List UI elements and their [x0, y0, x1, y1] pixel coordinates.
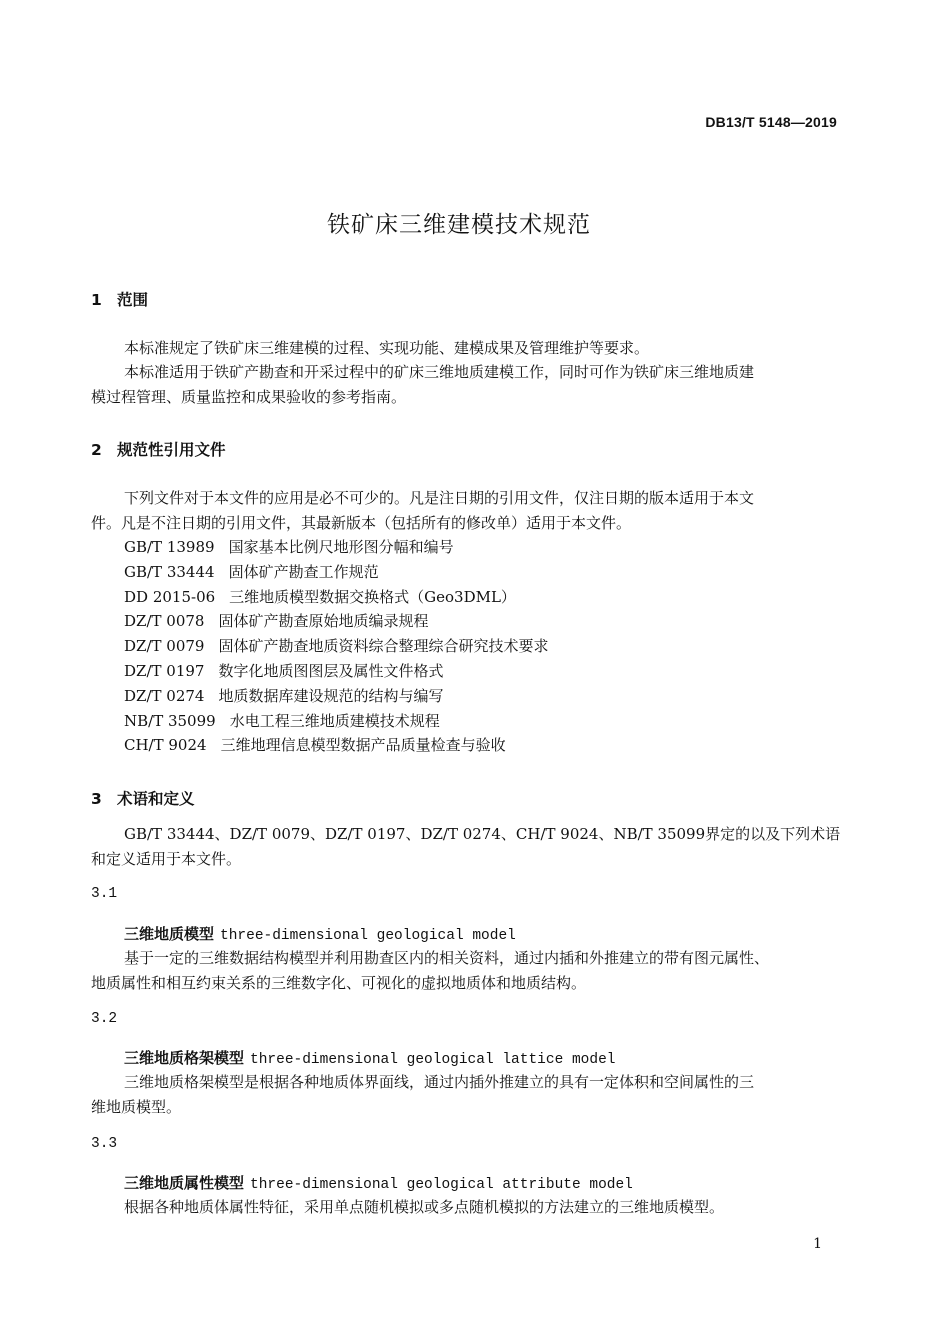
reference-title: 数字化地质图图层及属性文件格式	[218, 661, 444, 680]
text-line: 基于一定的三维数据结构模型并利用勘查区内的相关资料，通过内插和外推建立的带有图元属性、	[124, 949, 770, 967]
section-number: 2	[91, 441, 102, 459]
reference-title: 地质数据库建设规范的结构与编写	[218, 686, 444, 705]
references-intro-paragraph	[91, 486, 829, 536]
section-title: 范围	[117, 291, 149, 309]
reference-item	[124, 684, 548, 709]
reference-title: 国家基本比例尺地形图分幅和编号	[228, 538, 454, 556]
section-heading-terms-and-definitions	[91, 787, 195, 809]
reference-item	[124, 535, 548, 560]
term-english: three-dimensional geological model	[220, 928, 516, 944]
reference-title: 固体矿产勘查工作规范	[228, 562, 379, 581]
text-line: 本标准规定了铁矿床三维建模的过程、实现功能、建模成果及管理维护等要求。	[124, 339, 650, 357]
term-chinese: 三维地质格架模型	[124, 1049, 245, 1067]
reference-title: 水电工程三维地质建模技术规程	[229, 711, 440, 730]
reference-item	[124, 733, 548, 758]
reference-title: 三维地理信息模型数据产品质量检查与验收	[220, 736, 506, 755]
section-heading-normative-references	[91, 438, 226, 460]
text-line: 和定义适用于本文件。	[91, 850, 242, 868]
term-english: three-dimensional geological lattice model	[250, 1052, 616, 1068]
page-number: 1	[813, 1236, 822, 1252]
term-chinese: 三维地质模型	[124, 925, 215, 943]
reference-code: NB/T 35099	[124, 711, 216, 730]
terms-intro-paragraph	[91, 822, 841, 872]
clause-number: 3.2	[91, 1011, 118, 1027]
clause-number: 3.1	[91, 886, 118, 902]
reference-code: DZ/T 0274	[124, 686, 205, 705]
term-heading	[124, 923, 516, 944]
reference-code: DZ/T 0078	[124, 612, 205, 631]
term-english: three-dimensional geological attribute model	[250, 1177, 633, 1193]
reference-code: DD 2015-06	[124, 587, 216, 606]
term-definition	[91, 1195, 829, 1220]
section-heading-scope	[91, 288, 148, 310]
text-line: 模过程管理、质量监控和成果验收的参考指南。	[91, 388, 407, 406]
text-line: 件。凡是不注日期的引用文件，其最新版本（包括所有的修改单）适用于本文件。	[91, 514, 632, 532]
document-title: 铁矿床三维建模技术规范	[327, 212, 591, 238]
section-number: 1	[91, 291, 102, 309]
section-title: 规范性引用文件	[117, 441, 226, 459]
reference-item	[124, 634, 548, 659]
reference-code: GB/T 13989	[124, 538, 215, 556]
reference-title: 固体矿产勘查地质资料综合整理综合研究技术要求	[218, 637, 549, 656]
text-line: 地质属性和相互约束关系的三维数字化、可视化的虚拟地质体和地质结构。	[91, 974, 587, 992]
term-heading	[124, 1047, 615, 1068]
text-line: 本标准适用于铁矿产勘查和开采过程中的矿床三维地质建模工作，同时可作为铁矿床三维地质建	[124, 363, 755, 381]
reference-code: DZ/T 0197	[124, 661, 205, 680]
scope-paragraph-1	[91, 336, 829, 361]
reference-item	[124, 585, 548, 610]
term-heading	[124, 1172, 633, 1193]
clause-number: 3.3	[91, 1136, 118, 1152]
text-line: 三维地质格架模型是根据各种地质体界面线，通过内插外推建立的具有一定体积和空间属性的三	[124, 1073, 755, 1091]
reference-code: GB/T 33444	[124, 562, 215, 581]
reference-title: 固体矿产勘查原始地质编录规程	[218, 612, 429, 631]
document-code: DB13/T 5148—2019	[705, 114, 837, 130]
reference-item	[124, 659, 548, 684]
reference-code: DZ/T 0079	[124, 637, 205, 656]
text-line: 维地质模型。	[91, 1098, 182, 1116]
term-chinese: 三维地质属性模型	[124, 1174, 245, 1192]
reference-item	[124, 609, 548, 634]
reference-item	[124, 709, 548, 734]
text-line: 下列文件对于本文件的应用是必不可少的。凡是注日期的引用文件，仅注日期的版本适用于本文	[124, 489, 755, 507]
term-definition	[91, 946, 829, 996]
reference-list	[124, 535, 548, 758]
term-definition	[91, 1070, 829, 1120]
text-line: GB/T 33444、DZ/T 0079、DZ/T 0197、DZ/T 0274、CH/T 9024、NB/T 35099界定的以及下列术语	[124, 825, 841, 843]
section-number: 3	[91, 790, 102, 808]
text-line: 根据各种地质体属性特征，采用单点随机模拟或多点随机模拟的方法建立的三维地质模型。	[124, 1198, 725, 1216]
reference-code: CH/T 9024	[124, 736, 207, 755]
reference-title: 三维地质模型数据交换格式（Geo3DML）	[229, 587, 516, 606]
section-title: 术语和定义	[117, 790, 195, 808]
reference-item	[124, 560, 548, 585]
scope-paragraph-2	[91, 360, 829, 410]
